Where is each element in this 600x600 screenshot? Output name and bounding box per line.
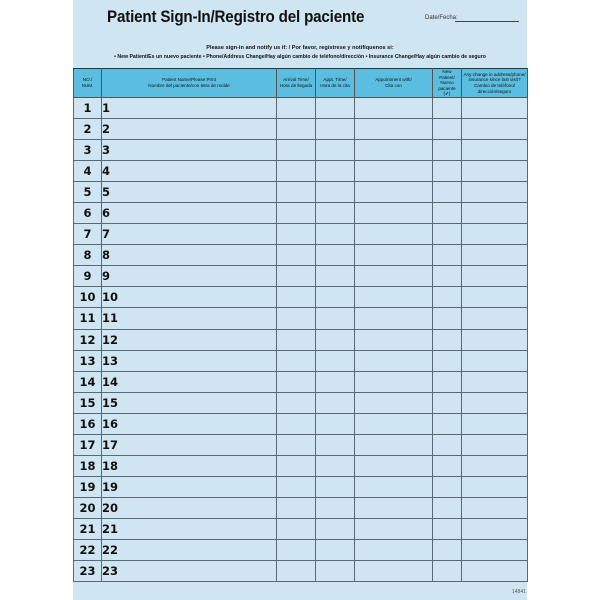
- patient-name-cell[interactable]: 9: [102, 266, 277, 287]
- appt-time-cell[interactable]: [316, 392, 355, 413]
- row-number: 19: [74, 476, 102, 497]
- table-row: [74, 308, 528, 329]
- patient-name-cell[interactable]: 10: [102, 287, 277, 308]
- any-change-cell[interactable]: [462, 140, 528, 161]
- appointment-with-cell[interactable]: [355, 203, 433, 224]
- table-row: [74, 392, 528, 413]
- patient-name-cell[interactable]: 19: [102, 476, 277, 497]
- any-change-cell[interactable]: [462, 308, 528, 329]
- row-number: 5: [74, 182, 102, 203]
- table-row: [74, 413, 528, 434]
- instructions-line-1: Please sign-in and notify us if: / Por favor, regístrese y notifíquenos si:: [206, 45, 394, 51]
- arrival-time-cell[interactable]: [277, 182, 316, 203]
- row-number: 16: [74, 413, 102, 434]
- new-patient-cell[interactable]: [433, 455, 462, 476]
- row-number: 20: [74, 497, 102, 518]
- table-row: [74, 476, 528, 497]
- table-row: [74, 161, 528, 182]
- table-header-row: [74, 69, 528, 98]
- patient-name-cell[interactable]: 5: [102, 182, 277, 203]
- any-change-cell[interactable]: [462, 266, 528, 287]
- header-any-change: Any change in address/phone/ insurance since last visit? Cambio de teléfono/ dirección/seguro: [462, 69, 528, 98]
- new-patient-cell[interactable]: [433, 182, 462, 203]
- appt-time-cell[interactable]: [316, 455, 355, 476]
- appt-time-cell[interactable]: [316, 561, 355, 582]
- sign-in-table: [73, 68, 528, 582]
- patient-name-cell[interactable]: 21: [102, 518, 277, 539]
- new-patient-cell[interactable]: [433, 245, 462, 266]
- any-change-cell[interactable]: [462, 497, 528, 518]
- arrival-time-cell[interactable]: [277, 287, 316, 308]
- form-number: 14841: [512, 589, 526, 595]
- arrival-time-cell[interactable]: [277, 392, 316, 413]
- any-change-cell[interactable]: [462, 476, 528, 497]
- row-number: 13: [74, 350, 102, 371]
- patient-name-cell[interactable]: 16: [102, 413, 277, 434]
- appt-time-cell[interactable]: [316, 329, 355, 350]
- appt-time-cell[interactable]: [316, 98, 355, 119]
- appointment-with-cell[interactable]: [355, 476, 433, 497]
- new-patient-cell[interactable]: [433, 434, 462, 455]
- arrival-time-cell[interactable]: [277, 539, 316, 560]
- appointment-with-cell[interactable]: [355, 392, 433, 413]
- appt-time-cell[interactable]: [316, 266, 355, 287]
- any-change-cell[interactable]: [462, 518, 528, 539]
- new-patient-cell[interactable]: [433, 119, 462, 140]
- any-change-cell[interactable]: [462, 203, 528, 224]
- arrival-time-cell[interactable]: [277, 455, 316, 476]
- appt-time-cell[interactable]: [316, 245, 355, 266]
- appt-time-cell[interactable]: [316, 203, 355, 224]
- appointment-with-cell[interactable]: [355, 98, 433, 119]
- arrival-time-cell[interactable]: [277, 161, 316, 182]
- table-row: [74, 119, 528, 140]
- appointment-with-cell[interactable]: [355, 350, 433, 371]
- row-number: 15: [74, 392, 102, 413]
- new-patient-cell[interactable]: [433, 518, 462, 539]
- table-row: [74, 140, 528, 161]
- row-number: 2: [74, 119, 102, 140]
- arrival-time-cell[interactable]: [277, 329, 316, 350]
- table-row: [74, 497, 528, 518]
- any-change-cell[interactable]: [462, 161, 528, 182]
- any-change-cell[interactable]: [462, 98, 528, 119]
- table-row: [74, 518, 528, 539]
- new-patient-cell[interactable]: [433, 308, 462, 329]
- row-number: 6: [74, 203, 102, 224]
- any-change-cell[interactable]: [462, 329, 528, 350]
- row-number: 1: [74, 98, 102, 119]
- header-appt-time: Appt. Time/ Hora de la cita: [316, 69, 355, 98]
- appointment-with-cell[interactable]: [355, 182, 433, 203]
- table-row: [74, 266, 528, 287]
- patient-name-cell[interactable]: 4: [102, 161, 277, 182]
- row-number: 9: [74, 266, 102, 287]
- appt-time-cell[interactable]: [316, 287, 355, 308]
- patient-name-cell[interactable]: 7: [102, 224, 277, 245]
- arrival-time-cell[interactable]: [277, 224, 316, 245]
- table-row: [74, 98, 528, 119]
- table-row: [74, 561, 528, 582]
- header-number: NO./ NUM.: [74, 69, 102, 98]
- row-number: 4: [74, 161, 102, 182]
- row-number: 17: [74, 434, 102, 455]
- arrival-time-cell[interactable]: [277, 561, 316, 582]
- patient-name-cell[interactable]: 2: [102, 119, 277, 140]
- new-patient-cell[interactable]: [433, 266, 462, 287]
- appointment-with-cell[interactable]: [355, 539, 433, 560]
- table-row: [74, 455, 528, 476]
- table-row: [74, 203, 528, 224]
- new-patient-cell[interactable]: [433, 203, 462, 224]
- patient-name-cell[interactable]: 11: [102, 308, 277, 329]
- patient-name-cell[interactable]: 18: [102, 455, 277, 476]
- appt-time-cell[interactable]: [316, 350, 355, 371]
- patient-name-cell[interactable]: 3: [102, 140, 277, 161]
- patient-name-cell[interactable]: 20: [102, 497, 277, 518]
- arrival-time-cell[interactable]: [277, 476, 316, 497]
- any-change-cell[interactable]: [462, 434, 528, 455]
- table-row: [74, 224, 528, 245]
- arrival-time-cell[interactable]: [277, 98, 316, 119]
- table-row: [74, 371, 528, 392]
- patient-name-cell[interactable]: 13: [102, 350, 277, 371]
- patient-name-cell[interactable]: 17: [102, 434, 277, 455]
- patient-name-cell[interactable]: 6: [102, 203, 277, 224]
- date-label: Date/Fecha:: [425, 15, 458, 21]
- appointment-with-cell[interactable]: [355, 119, 433, 140]
- appt-time-cell[interactable]: [316, 161, 355, 182]
- appt-time-cell[interactable]: [316, 224, 355, 245]
- arrival-time-cell[interactable]: [277, 308, 316, 329]
- appointment-with-cell[interactable]: [355, 308, 433, 329]
- new-patient-cell[interactable]: [433, 476, 462, 497]
- header-new-patient: New Patient/ Nuevo paciente (✔): [433, 69, 462, 98]
- new-patient-cell[interactable]: [433, 539, 462, 560]
- arrival-time-cell[interactable]: [277, 245, 316, 266]
- table-row: [74, 539, 528, 560]
- form-title: Patient Sign-In/Registro del paciente: [107, 8, 365, 26]
- any-change-cell[interactable]: [462, 455, 528, 476]
- any-change-cell[interactable]: [462, 392, 528, 413]
- appointment-with-cell[interactable]: [355, 224, 433, 245]
- new-patient-cell[interactable]: [433, 161, 462, 182]
- arrival-time-cell[interactable]: [277, 119, 316, 140]
- header-patient-name: Patient Name/Please Print Nombre del paciente/con letra de molde: [102, 69, 277, 98]
- appt-time-cell[interactable]: [316, 119, 355, 140]
- patient-name-cell[interactable]: 22: [102, 539, 277, 560]
- any-change-cell[interactable]: [462, 287, 528, 308]
- appointment-with-cell[interactable]: [355, 434, 433, 455]
- appointment-with-cell[interactable]: [355, 371, 433, 392]
- appointment-with-cell[interactable]: [355, 266, 433, 287]
- any-change-cell[interactable]: [462, 539, 528, 560]
- row-number: 18: [74, 455, 102, 476]
- any-change-cell[interactable]: [462, 119, 528, 140]
- appt-time-cell[interactable]: [316, 308, 355, 329]
- appointment-with-cell[interactable]: [355, 329, 433, 350]
- row-number: 21: [74, 518, 102, 539]
- table-row: [74, 329, 528, 350]
- date-field[interactable]: [455, 21, 519, 22]
- patient-name-cell[interactable]: 23: [102, 561, 277, 582]
- any-change-cell[interactable]: [462, 224, 528, 245]
- row-number: 12: [74, 329, 102, 350]
- any-change-cell[interactable]: [462, 561, 528, 582]
- row-number: 11: [74, 308, 102, 329]
- new-patient-cell[interactable]: [433, 371, 462, 392]
- row-number: 23: [74, 561, 102, 582]
- patient-name-cell[interactable]: 14: [102, 371, 277, 392]
- table-row: [74, 434, 528, 455]
- appt-time-cell[interactable]: [316, 182, 355, 203]
- new-patient-cell[interactable]: [433, 140, 462, 161]
- patient-name-cell[interactable]: 8: [102, 245, 277, 266]
- row-number: 22: [74, 539, 102, 560]
- new-patient-cell[interactable]: [433, 561, 462, 582]
- patient-name-cell[interactable]: 15: [102, 392, 277, 413]
- appt-time-cell[interactable]: [316, 497, 355, 518]
- row-number: 8: [74, 245, 102, 266]
- arrival-time-cell[interactable]: [277, 203, 316, 224]
- row-number: 3: [74, 140, 102, 161]
- new-patient-cell[interactable]: [433, 98, 462, 119]
- appt-time-cell[interactable]: [316, 140, 355, 161]
- appt-time-cell[interactable]: [316, 371, 355, 392]
- any-change-cell[interactable]: [462, 182, 528, 203]
- appointment-with-cell[interactable]: [355, 413, 433, 434]
- row-number: 14: [74, 371, 102, 392]
- new-patient-cell[interactable]: [433, 287, 462, 308]
- any-change-cell[interactable]: [462, 245, 528, 266]
- appt-time-cell[interactable]: [316, 518, 355, 539]
- appointment-with-cell[interactable]: [355, 245, 433, 266]
- new-patient-cell[interactable]: [433, 350, 462, 371]
- new-patient-cell[interactable]: [433, 329, 462, 350]
- any-change-cell[interactable]: [462, 371, 528, 392]
- arrival-time-cell[interactable]: [277, 413, 316, 434]
- table-row: [74, 287, 528, 308]
- any-change-cell[interactable]: [462, 413, 528, 434]
- arrival-time-cell[interactable]: [277, 266, 316, 287]
- appointment-with-cell[interactable]: [355, 287, 433, 308]
- arrival-time-cell[interactable]: [277, 371, 316, 392]
- arrival-time-cell[interactable]: [277, 497, 316, 518]
- new-patient-cell[interactable]: [433, 392, 462, 413]
- patient-name-cell[interactable]: 1: [102, 98, 277, 119]
- new-patient-cell[interactable]: [433, 413, 462, 434]
- header-arrival-time: Arrival Time/ Hora de llegada: [277, 69, 316, 98]
- arrival-time-cell[interactable]: [277, 434, 316, 455]
- appointment-with-cell[interactable]: [355, 561, 433, 582]
- patient-name-cell[interactable]: 12: [102, 329, 277, 350]
- header-appointment-with: Appointment with/ Cita con: [355, 69, 433, 98]
- table-row: [74, 245, 528, 266]
- appt-time-cell[interactable]: [316, 476, 355, 497]
- row-number: 10: [74, 287, 102, 308]
- appt-time-cell[interactable]: [316, 413, 355, 434]
- arrival-time-cell[interactable]: [277, 140, 316, 161]
- instructions-line-2: • New Patient/Es un nuevo paciente • Phone/Address Change/Hay algún cambio de teléfono/dirección • Insurance Change/Hay algún cambio de seguro: [114, 54, 486, 60]
- new-patient-cell[interactable]: [433, 497, 462, 518]
- new-patient-cell[interactable]: [433, 224, 462, 245]
- appt-time-cell[interactable]: [316, 434, 355, 455]
- appointment-with-cell[interactable]: [355, 140, 433, 161]
- appointment-with-cell[interactable]: [355, 497, 433, 518]
- table-row: [74, 182, 528, 203]
- appt-time-cell[interactable]: [316, 539, 355, 560]
- any-change-cell[interactable]: [462, 350, 528, 371]
- appointment-with-cell[interactable]: [355, 161, 433, 182]
- appointment-with-cell[interactable]: [355, 455, 433, 476]
- table-body: [74, 98, 528, 582]
- appointment-with-cell[interactable]: [355, 518, 433, 539]
- arrival-time-cell[interactable]: [277, 350, 316, 371]
- row-number: 7: [74, 224, 102, 245]
- arrival-time-cell[interactable]: [277, 518, 316, 539]
- table-row: [74, 350, 528, 371]
